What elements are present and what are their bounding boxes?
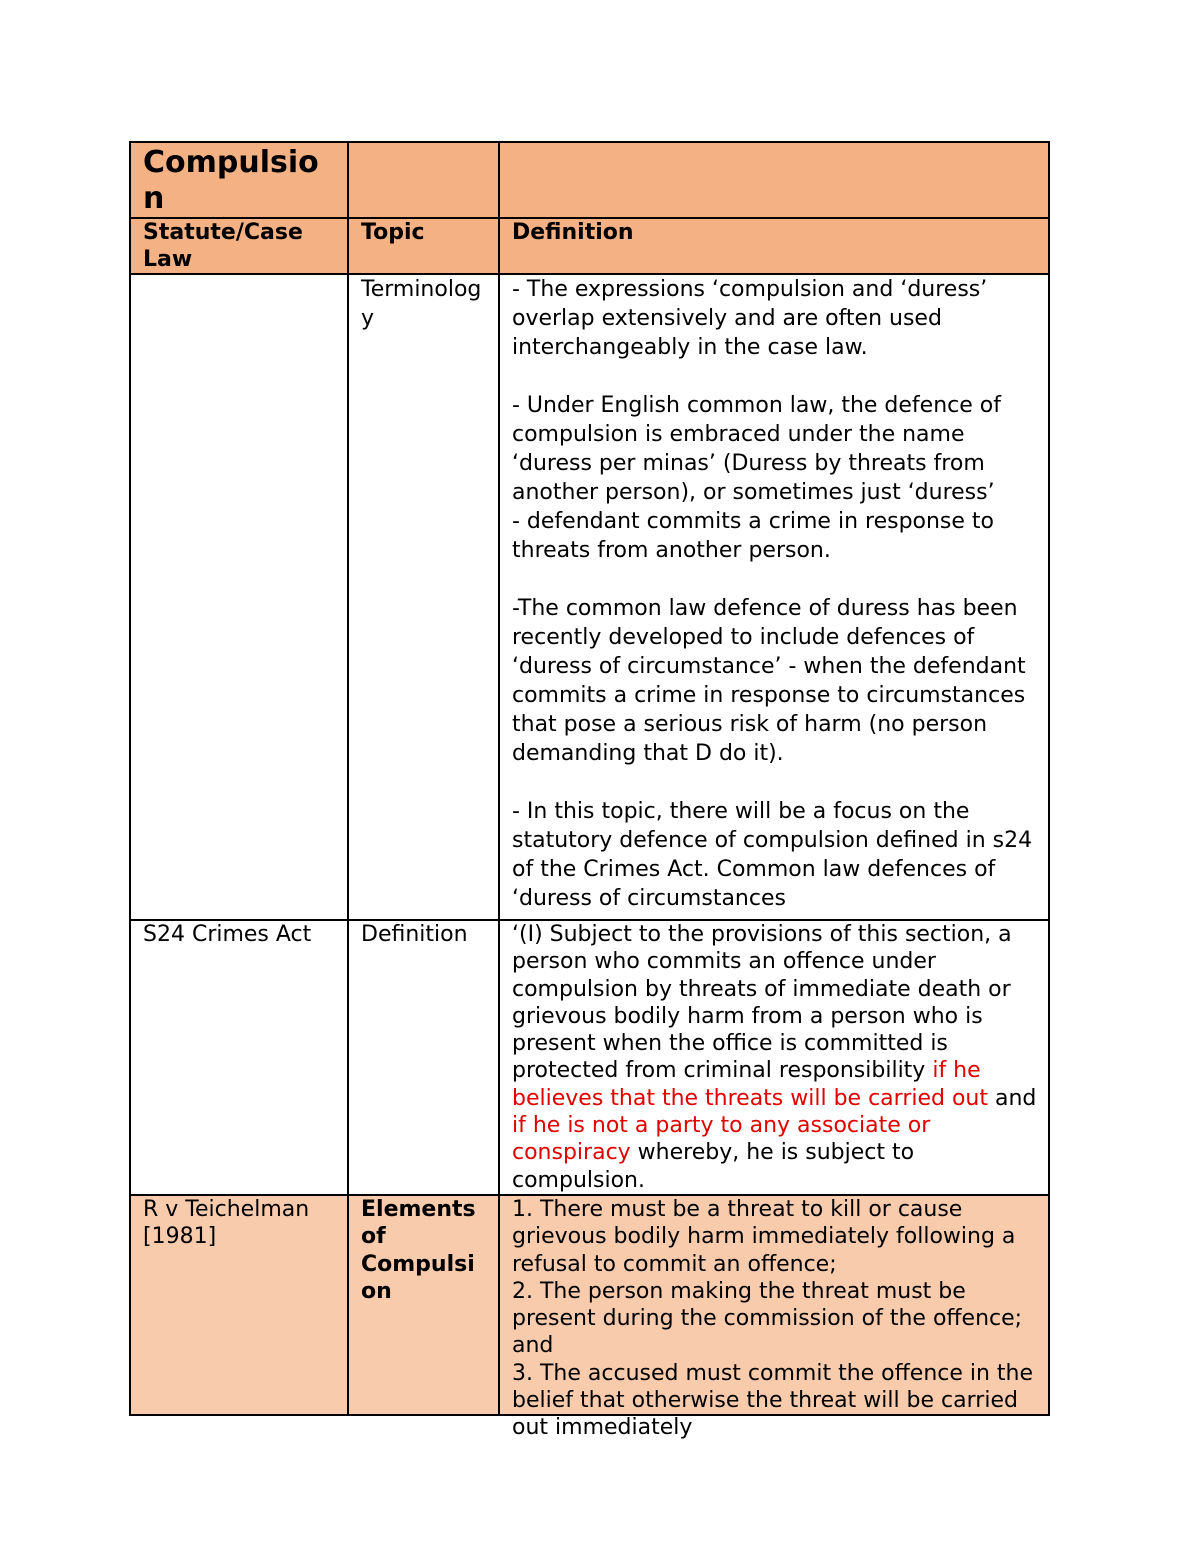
header-statute: Statute/Case Law (130, 218, 348, 274)
compulsion-table (129, 141, 1050, 1441)
statute-cell (130, 274, 348, 920)
header-row (130, 218, 1049, 274)
topic-cell: Elements of Compulsion (348, 1195, 499, 1415)
table-row (130, 1195, 1049, 1415)
emphasis-condition-belief: if he believes that the threats will be carried out (512, 1058, 988, 1111)
definition-cell (499, 1195, 1049, 1441)
definition-text: ‘(I) Subject to the provisions of this section, a person who commits an offence under compulsion by threats of immediate death or grievous bodily harm from a person who is present when the office is committed is protected from criminal responsibility (512, 922, 1012, 1084)
definition-paragraph: - In this topic, there will be a focus on the statutory defence of compulsion defined in s24 of the Crimes Act. Common law defences of ‘duress of circumstances (512, 799, 1033, 911)
statute-cell: R v Teichelman [1981] (130, 1195, 348, 1415)
title-empty-cell (499, 142, 1049, 218)
definition-cell (499, 920, 1049, 1195)
definition-paragraph: - Under English common law, the defence of compulsion is embraced under the name ‘duress per minas’ (Duress by threats from another person), or sometimes just ‘duress’ (512, 393, 1001, 505)
title-empty-cell (348, 142, 499, 218)
definition-paragraph: - defendant commits a crime in response to threats from another person. (512, 509, 995, 563)
table-title: Compulsion (143, 145, 319, 216)
topic-cell: Definition (348, 920, 499, 1195)
title-row (130, 142, 1049, 218)
element-item: 1. There must be a threat to kill or cause grievous bodily harm immediately following a refusal to commit an offence; (512, 1197, 1016, 1277)
table-title-cell (130, 142, 348, 218)
table-row (130, 920, 1049, 1195)
element-item: 2. The person making the threat must be present during the commission of the offence; and (512, 1278, 1023, 1359)
topic-cell: Terminology (348, 274, 499, 920)
emphasis-condition-party: if he is not a party to any associate or conspiracy (512, 1113, 931, 1166)
definition-text: and (988, 1085, 1037, 1111)
header-topic: Topic (348, 218, 499, 274)
definition-cell (499, 274, 1049, 920)
definition-text: whereby, he is subject to compulsion. (512, 1140, 915, 1193)
statute-cell: S24 Crimes Act (130, 920, 348, 1195)
element-item: 3. The accused must commit the offence in the belief that otherwise the threat will be carried out immediately (512, 1360, 1034, 1441)
header-definition: Definition (499, 218, 1049, 274)
definition-paragraph: - The expressions ‘compulsion and ‘duress’ overlap extensively and are often used interchangeably in the case law. (512, 277, 988, 360)
table-row (130, 274, 1049, 920)
definition-paragraph: -The common law defence of duress has been recently developed to include defences of ‘duress of circumstance’ - when the defendant commits a crime in response to circumstances that pose a serious risk of harm (no person demanding that D do it). (512, 596, 1026, 766)
